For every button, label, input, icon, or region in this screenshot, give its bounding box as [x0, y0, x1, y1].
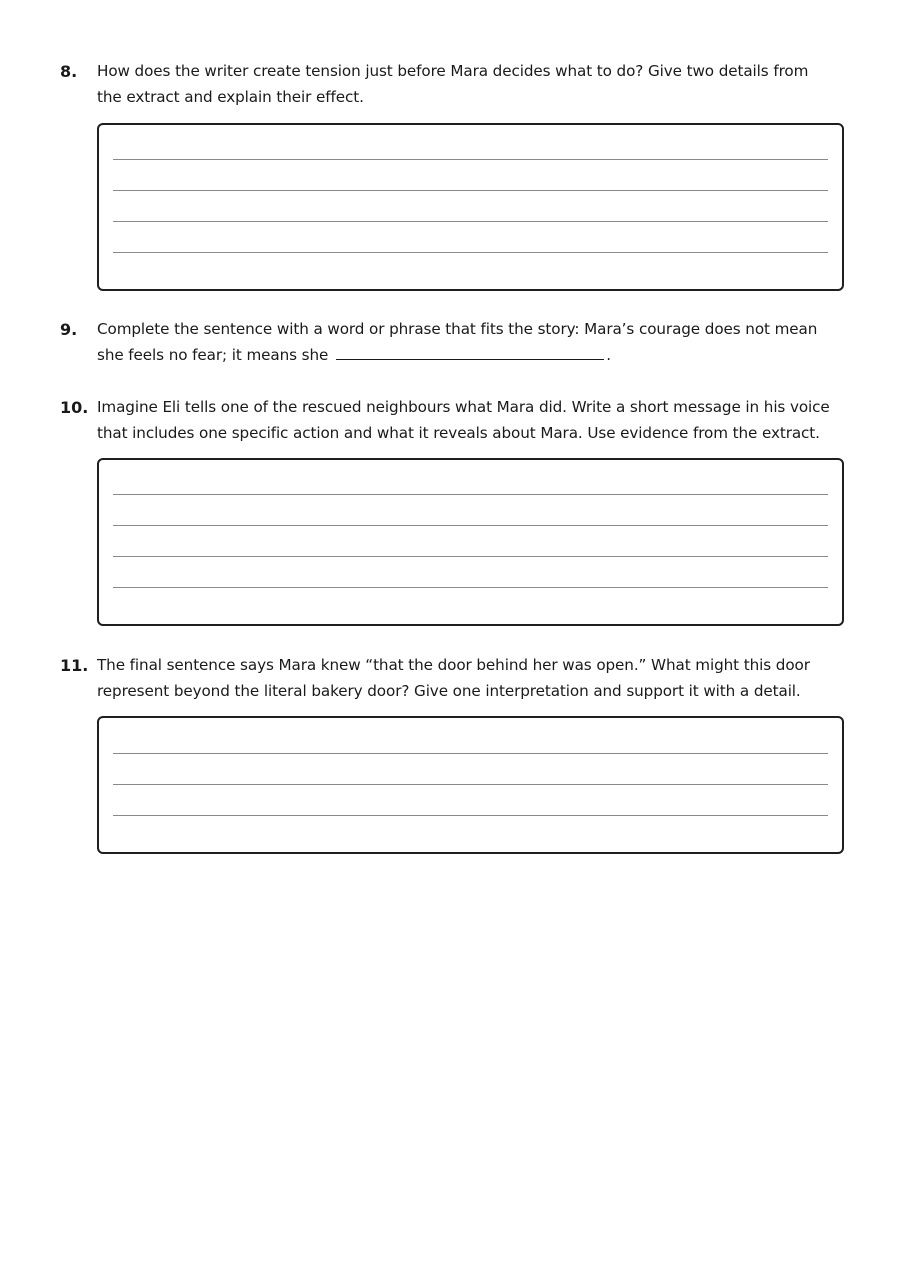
question-text-line: that includes one specific action and what it reveals about Mara. Use evidence from the extract.: [97, 423, 820, 442]
question-text: [97, 653, 849, 704]
question-text: [97, 317, 849, 368]
writing-line: [113, 221, 828, 222]
answer-box-10[interactable]: [97, 458, 844, 626]
writing-line: [113, 190, 828, 191]
writing-line: [113, 815, 828, 816]
writing-line: [113, 494, 828, 495]
question-number: 11.: [60, 656, 89, 675]
answer-box-11[interactable]: [97, 716, 844, 854]
question-text-line: Complete the sentence with a word or phrase that fits the story: Mara’s courage does not mean: [97, 320, 818, 338]
question-number: 10.: [60, 398, 89, 417]
question-number: 9.: [60, 320, 78, 339]
fill-in-blank[interactable]: [336, 344, 604, 360]
question-number: 8.: [60, 62, 78, 81]
writing-line: [113, 159, 828, 160]
sentence-start: she feels no fear; it means she: [97, 345, 329, 364]
writing-line: [113, 784, 828, 785]
sentence-end: .: [606, 345, 611, 364]
question-text: [97, 395, 849, 446]
writing-line: [113, 556, 828, 557]
writing-line: [113, 587, 828, 588]
writing-line: [113, 753, 828, 754]
writing-line: [113, 525, 828, 526]
question-text-line: represent beyond the literal bakery door? Give one interpretation and support it with a detail.: [97, 681, 801, 700]
question-text: [97, 59, 849, 110]
question-text-line: How does the writer create tension just before Mara decides what to do? Give two details from: [97, 62, 809, 80]
question-text-line: [97, 343, 849, 369]
question-text-line: Imagine Eli tells one of the rescued neighbours what Mara did. Write a short message in his voice: [97, 398, 830, 416]
writing-line: [113, 252, 828, 253]
answer-box-8[interactable]: [97, 123, 844, 291]
question-text-line: The final sentence says Mara knew “that the door behind her was open.” What might this door: [97, 656, 810, 674]
question-text-line: the extract and explain their effect.: [97, 87, 364, 106]
